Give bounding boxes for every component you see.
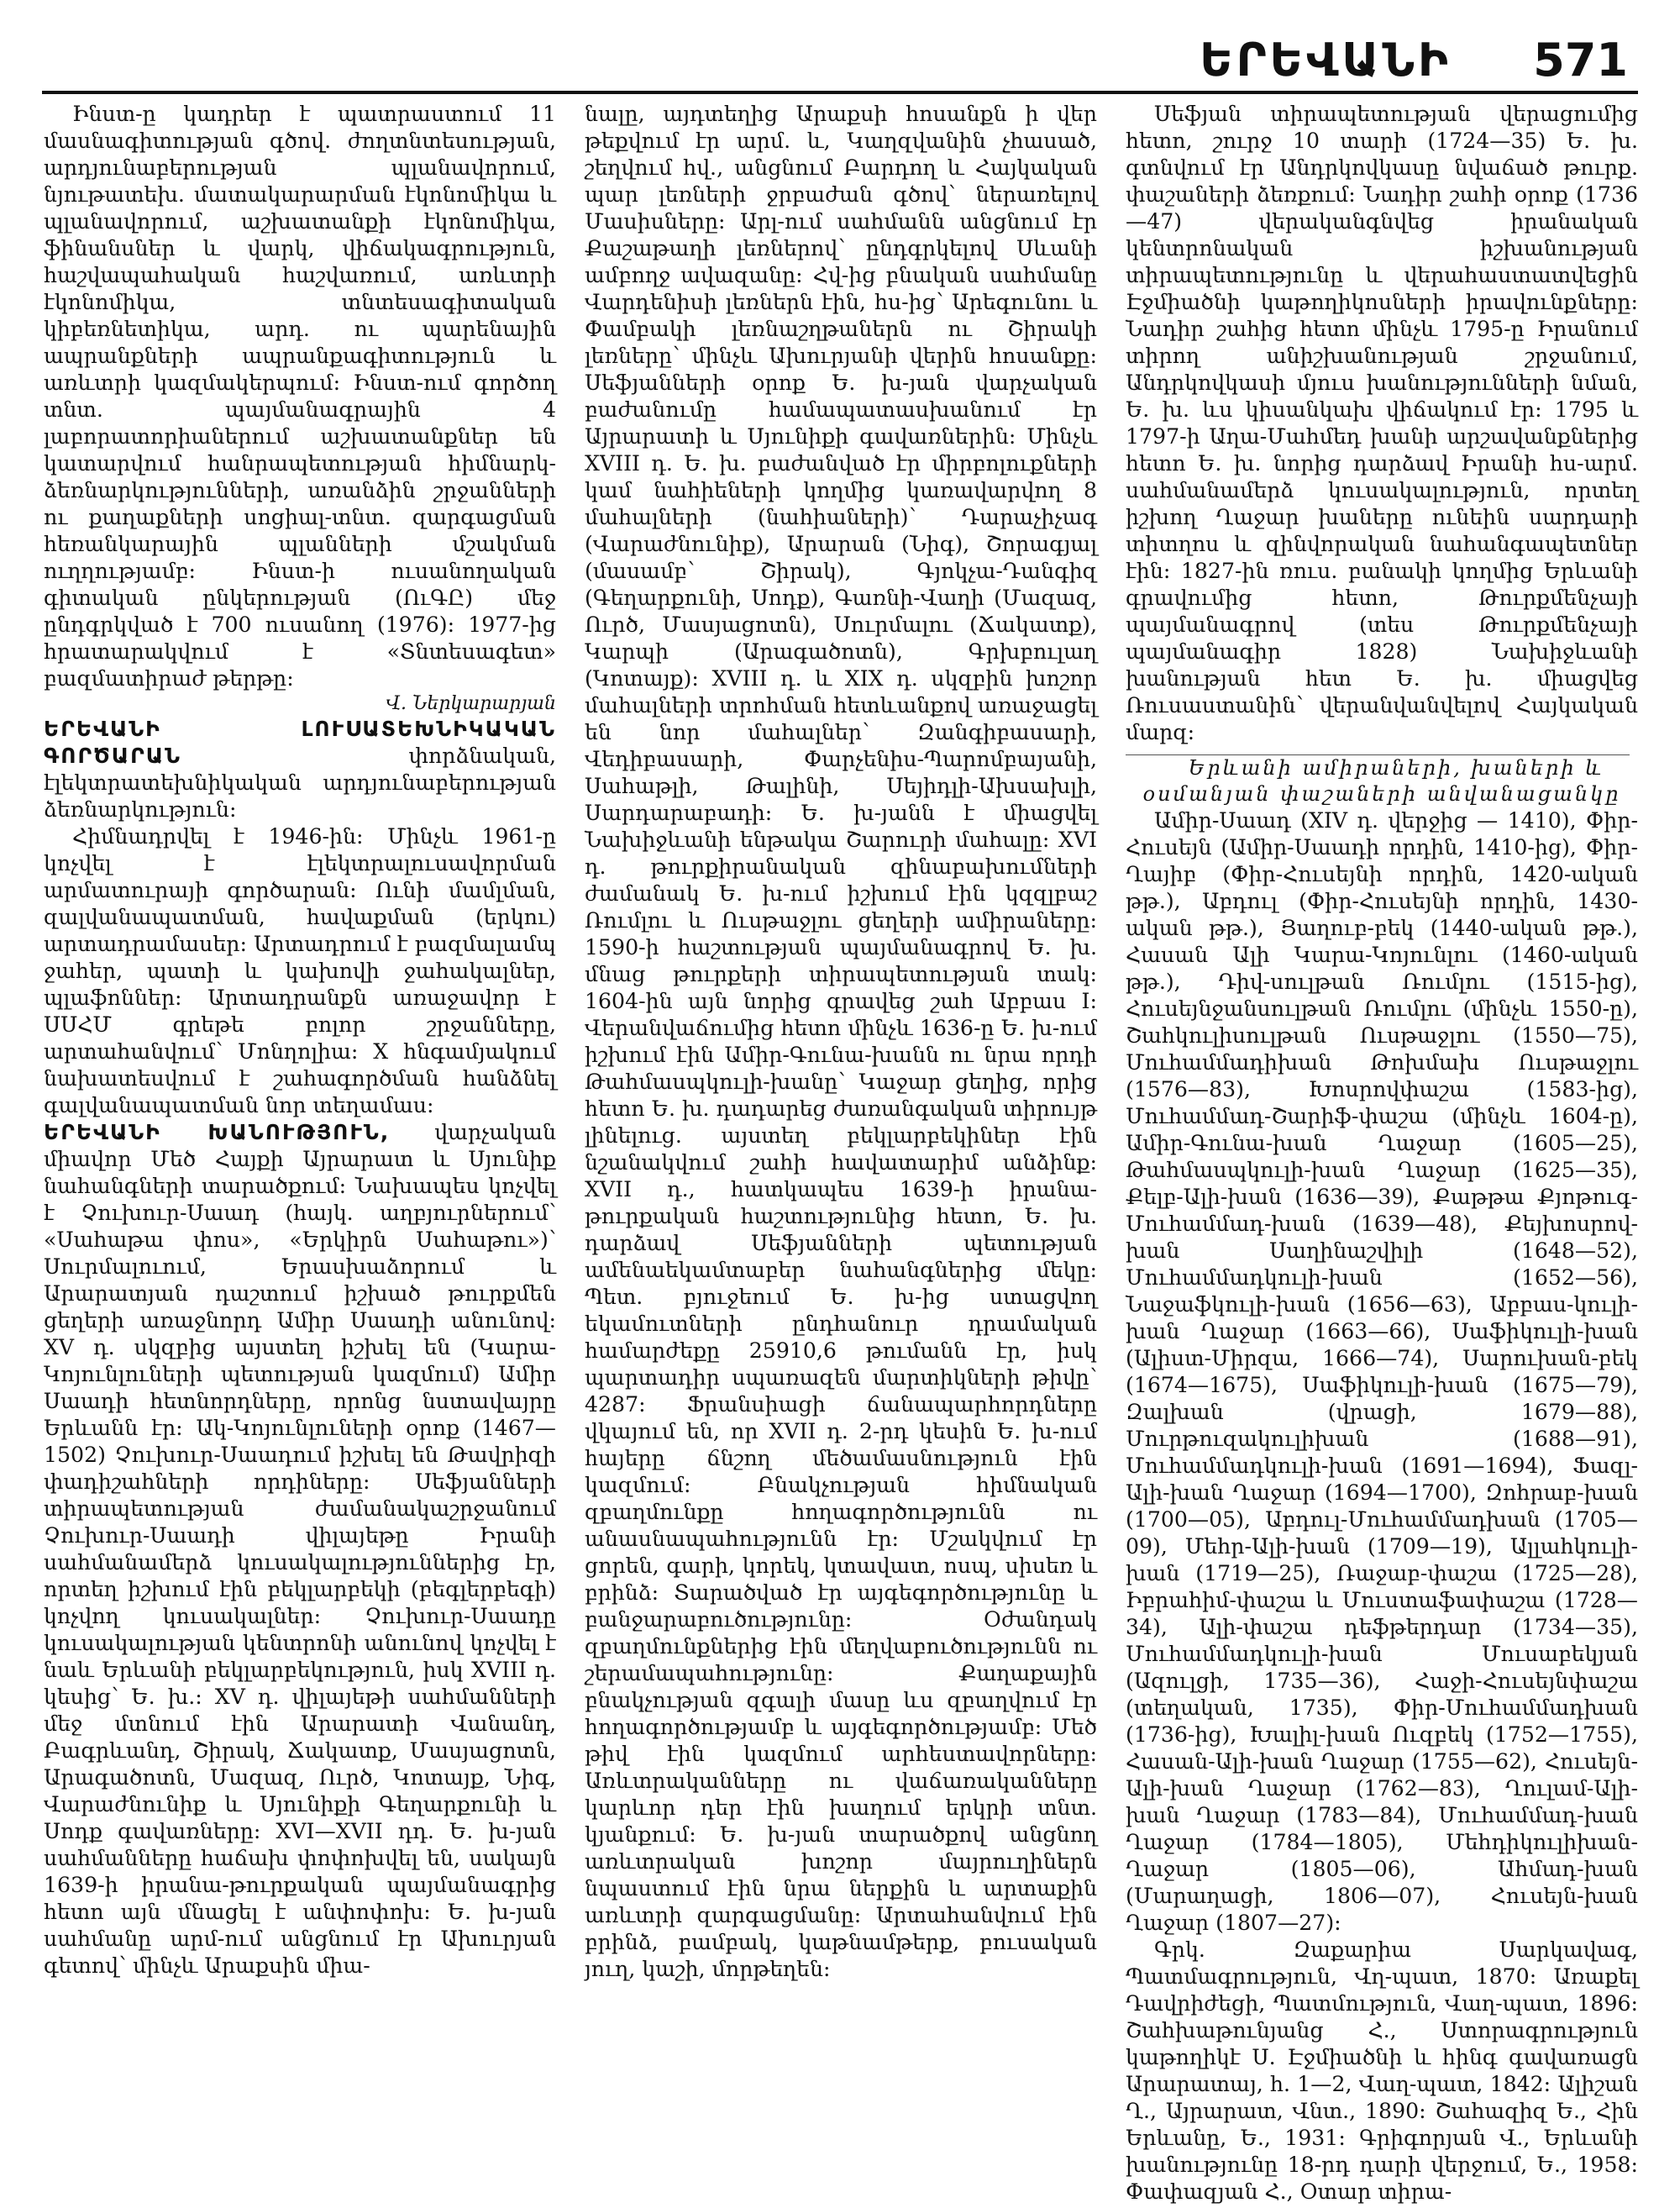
paragraph: Սեֆյան տիրապետության վերացումից հետո, շուրջ 10 տարի (1724—35) Ե. խ. գտնվում էր Անդրկովկասը նվաճած թուրք. փաշաների ձեռքում: Նադիր շահի օրոք (1736—47) վերականգնվեց իրանական կենտրոնական իշխանության տիրապետությունը և վերահաստատվեցին Էջմիածնի կաթողիկոսների իրավունքները: Նադիր շահից հետո մինչև 1795-ը Իրանում տիրող անիշխանության շրջանում, Անդրկովկասի մյուս խանությունների նման, Ե. խ. ևս կիսանկախ վիճակում էր: 1795 և 1797-ի Աղա-Մահմեդ խանի արշավանքներից հետո Ե. խ. նորից դարձավ Իրանի հս-արմ. սահմանամերձ կուսակալություն, որտեղ իշխող Ղաջար խաները ունեին սարդարի տիտղոս և զինվորական նահանգապետներ էին: 1827-ին ռուս. բանակի կողմից Երևանի գրավումից հետո, Թուրքմենչայի պայմանագրով (տես Թուրքմենչայի պայմանագիր 1828) Նախիջևանի խանության հետ Ե. խ. միացվեց Ռուսաստանին՝ վերանվանվելով Հայկական մարզ:: [1126, 102, 1638, 744]
entry: [44, 716, 556, 823]
rulers-list: Ամիր-Սաադ (XIV դ. վերջից — 1410), Փիր-Հուսեյն (Ամիր-Սաադի որդին, 1410-ից), Փիր-Ղայիբ (Փիր-Հուսեյնի որդին, 1420-ական թթ.), Աբդուլ (Փիր-Հուսեյնի որդին, 1430-ական թթ.), Յաղուբ-բեկ (1440-ական թթ.), Հասան Ալի Կարա-Կոյունլու (1460-ական թթ.), Դիվ-սուլթան Ռումլու (1515-ից), Հուսեյնջանսուլթան Ռումլու (մինչև 1550-ը), Շահկուլիսուլթան Ուսթաջլու (1550—75), Մուհամմադիխան Թոխմախ Ուսթաջլու (1576—83), Խոսրովփաշա (1583-ից), Մուհամմադ-Շարիֆ-փաշա (մինչև 1604-ը), Ամիր-Գունա-խան Ղաջար (1605—25), Թահմասպկուլի-խան Ղաջար (1625—35), Քելբ-Ալի-խան (1636—39), Քաթթա Քյոթուգ-Մուհամմադ-խան (1639—48), Քեյխոսրով-խան Սաղինաշվիլի (1648—52), Մուհամմադկուլի-խան (1652—56), Նաջաֆկուլի-խան (1656—63), Աբբաս-կուլի-խան Ղաջար (1663—66), Սաֆիկուլի-խան (Ալիստ-Միրզա, 1666—74), Սարուխան-բեկ (1674—1675), Սաֆիկուլի-խան (1675—79), Զալխան (վրացի, 1679—88), Մուրթուզակուլիխան (1688—91), Մուհամմադկուլի-խան (1691—1694), Ֆազլ-Ալի-խան Ղաջար (1694—1700), Զոհրաբ-խան (1700—05), Աբդուլ-Մուհամմադխան (1705—09), Մեհր-Ալի-խան (1709—19), Ալլահկուլի-խան (1719—25), Ռաջաբ-փաշա (1725—28), Իբրահիմ-փաշա և Մուստաֆափաշա (1728—34), Ալի-փաշա դեֆթերդար (1734—35), Մուհամմադկուլի-խան Մուսաբեկյան (Ազուլցի, 1735—36), Հաջի-Հուսեյնփաշա (տեղական, 1735), Փիր-Մուհամմադխան (1736-ից), Խալիլ-խան Ուզբեկ (1752—1755), Հասան-Ալի-խան Ղաջար (1755—62), Հուսեյն-Ալի-խան Ղաջար (1762—83), Ղուլամ-Ալի-խան Ղաջար (1783—84), Մուհամմադ-խան Ղաջար (1784—1805), Մեհդիկուլիխան-Ղաջար (1805—06), Ահմադ-խան (Մարաղացի, 1806—07), Հուսեյն-խան Ղաջար (1807—27):: [1126, 808, 1638, 1935]
page-number: 571: [1533, 34, 1628, 87]
bibliography: Գրկ. Զաքարիա Սարկավագ, Պատմագրություն, Վղ-պատ, 1870: Առաքել Դավրիժեցի, Պատմություն, Վաղ-պատ, 1896: Շահխաթունյանց Հ., Ստորագրություն կաթողիկէ Ս. Էջմիածնի և հինգ գավառացն Արարատայ, հ. 1—2, Վաղ-պատ, 1842: Ալիշան Ղ., Այրարատ, Վնտ., 1890: Շահազիզ Ե., Հին Երևանը, Ե., 1931: Գրիգորյան Վ., Երևանի խանությունը 18-րդ դարի վերջում, Ե., 1958: Փափազյան Հ., Օտար տիրա-: [1126, 1937, 1638, 2204]
header-rule: [42, 91, 1638, 94]
entry-text: փորձնական, էլեկտրատեխնիկական արդյունաբերության ձեռնարկություն:: [44, 744, 556, 822]
text-columns: [44, 101, 1640, 2204]
entry-text: վարչական միավոր Մեծ Հայքի Այրարատ և Սյունիք նահանգների տարածքում: Նախապես կոչվել է Չուխուր-Սաադ (հայկ. աղբյուրներում՝ «Սահաթա փոս», «Երկիրն Սահաթու»)՝ Սուրմալուում, Երասխաձորում և Արարատյան դաշտում իշխած թուրքմեն ցեղերի առաջնորդ Ամիր Սաադի անունով: XV դ. սկզբից այստեղ իշխել են (Կարա-Կոյունլուների պետության կազմում) Ամիր Սաադի հետնորդները, որոնց նստավայրը Երևանն էր: Ակ-Կոյունլուների օրոք (1467—1502) Չուխուր-Սաադում իշխել են Թավրիզի փադիշահների որդիները: Սեֆյանների տիրապետության ժամանակաշրջանում Չուխուր-Սաադի վիլայեթը Իրանի սահմանամերձ կուսակալություններից էր, որտեղ իշխում էին բեկլարբեկի (բեգլերբեգի) կոչվող կուսակալներ: Չուխուր-Սաադը կուսակալության կենտրոնի անունով կոչվել է նաև Երևանի բեկլարբեկություն, իսկ XVIII դ. կեսից՝ Ե. խ.: XV դ. վիլայեթի սահմանների մեջ մտնում էին Արարատի Վանանդ, Բագրևանդ, Շիրակ, Ճակատք, Մասյացոտն, Արագածոտն, Մազազ, Ուրծ, Կոտայք, Նիգ, Վարաժնունիք և Սյունիքի Գեղարքունի և Սոդք գավառները: XVI—XVII դդ. Ե. խ-յան սահմանները հաճախ փոփոխվել են, սակայն 1639-ի իրանա-թուրքական պայմանագրից հետո այն մնացել է անփոփոխ: Ե. խ-յան սահմանը արմ-ում անցնում էր Ախուրյան գետով՝ մինչև Արաքսին միա-: [44, 1120, 556, 1978]
author-signature: Վ. Ներկարարյան: [386, 693, 556, 714]
paragraph: Ինստ-ը կադրեր է պատրաստում 11 մասնագիտության գծով. ժողտնտեսության, արդյունաբերության պլանավորում, նյութատեխ. մատակարարման էկոնոմիկա և պլանավորում, աշխատանքի էկոնոմիկա, ֆինանսներ և վարկ, վիճակագրություն, հաշվապահական հաշվառում, առևտրի էկոնոմիկա, տնտեսագիտական կիբեռնետիկա, արդ. ու պարենային ապրանքների ապրանքագիտություն և առևտրի կազմակերպում: Ինստ-ում գործող տնտ. պայմանագրային 4 լաբորատորիաներում աշխատանքներ են կատարվում հանրապետության հիմնարկ-ձեռնարկությունների, առանձին շրջանների ու քաղաքների սոցիալ-տնտ. զարգացման հեռանկարային պլանների մշակման ուղղությամբ: Ինստ-ի ուսանողական գիտական ընկերության (ՈւԳԸ) մեջ ընդգրկված է 700 ուսանող (1976): 1977-ից հրատարակվում է «Տնտեսագետ» բազմատիրաժ թերթը:: [44, 102, 556, 691]
list-heading: Երևանի ամիրաների, խաների և օսմանյան փաշաների անվանացանկը: [1142, 756, 1621, 806]
entry-heading: ԵՐԵՎԱՆԻ ԼՈՒՍԱՏԵԽՆԻԿԱԿԱՆ ԳՈՐԾԱՐԱՆ: [44, 717, 556, 768]
running-title: ԵՐԵՎԱՆԻ: [1200, 34, 1452, 87]
paragraph: Հիմնադրվել է 1946-ին: Մինչև 1961-ը կոչվել է էլեկտրալուսավորման արմատուրայի գործարան: Ունի մամլման, զալվանապատման, հավաքման (երկու) արտադրամասեր: Արտադրում է բազմալամպ ջահեր, պատի և կախովի ջահակալներ, պլաֆոններ: Արտադրանքն առաջավոր է ՍՍՀՄ գրեթե բոլոր շրջանները, արտահանվում՝ Մոնղոլիա: X հնգամյակում նախատեսվում է շահագործման հանձնել գալվանապատման նոր տեղամաս:: [44, 824, 556, 1117]
entry-heading: ԵՐԵՎԱՆԻ ԽԱՆՈՒԹՅՈՒՆ,: [44, 1120, 391, 1144]
column-3: [1126, 101, 1638, 2204]
column-2: [585, 101, 1097, 2184]
entry: [44, 1119, 556, 1979]
paragraph: նալը, այդտեղից Արաքսի հոսանքն ի վեր թեքվում էր արմ. և, Կաղզվանին չհասած, շեղվում հվ., անցնում Բարդող և Հայկական պար լեռների ջրբաժան գծով՝ ներառելով Մասիսները: Արլ-ում սահմանն անցնում էր Քաշաթաղի լեռներով՝ ընդգրկելով Սևանի ամբողջ ավազանը: Հվ-ից բնական սահմանը Վարդենիսի լեռներն էին, հս-ից՝ Արեգունու և Փամբակի լեռնաշղթաներն ու Շիրակի լեռները՝ մինչև Ախուրյանի վերին հոսանքը: Սեֆյանների օրոք Ե. խ-յան վարչական բաժանումը համապատասխանում էր Այրարատի և Սյունիքի գավառներին: Մինչև XVIII դ. Ե. խ. բաժանված էր միրբոլուքների կամ նահիեների կողմից կառավարվող 8 մահալների (նահիաների)՝ Դարաչիչագ (Վարաժնունիք), Արարան (Նիգ), Շորագյալ (մասամբ՝ Շիրակ), Գյոկչա-Դանգիզ (Գեղարքունի, Սոդք), Գառնի-Վաղի (Մազազ, Ուրծ, Մասյացոտն), Սուրմալու (Ճակատք), Կարպի (Արագածոտն), Գրխբուլաղ (Կոտայք): XVIII դ. և XIX դ. սկզբին խոշոր մահալների տրոհման հետևանքով առաջացել են նոր մահալներ՝ Զանգիբասարի, Վեդիբասարի, Փարչենիս-Պարոմբայանի, Սահաթլի, Թալինի, Սեյիդլի-Ախսախլի, Սարդարաբադի: Ե. խ-յանն է միացվել Նախիջևանի ենթակա Շարուրի մահալը: XVI դ. թուրքիրանական զինաբախումների ժամանակ Ե. խ-ում իշխում էին կզզլբաշ Ռումլու և Ուսթաջլու ցեղերի ամիրաները: 1590-ի հաշտության պայմանագրով Ե. խ. մնաց թուրքերի տիրապետության տակ: 1604-ին այն նորից գրավեց շահ Աբբաս I: Վերանվաճումից հետո մինչև 1636-ը Ե. խ-ում իշխում էին Ամիր-Գունա-խանն ու նրա որդի Թահմասպկուլի-խանը՝ Կաջար ցեղից, որից հետո Ե. խ. դադարեց ժառանգական տիրույթ լինելուց. այստեղ բեկլարբեկիներ էին նշանակվում շահի հավատարիմ անձինք: XVII դ., հատկապես 1639-ի իրանա-թուրքական հաշտությունից հետո, Ե. խ. դարձավ Սեֆյանների պետության ամենաեկամտաբեր նահանգներից մեկը: Պետ. բյուջեում Ե. խ-ից ստացվող եկամուտների ընդհանուր դրամական համարժեքը 25910,6 թումանն էր, իսկ պարտադիր սպառազեն մարտիկների թիվը՝ 4287: Ֆրանսիացի ճանապարհորդները վկայում են, որ XVII դ. 2-րդ կեսին Ե. խ-ում հայերը ճնշող մեծամասնություն էին կազմում: Բնակչության հիմնական զբաղմունքը հողագործությունն ու անասնապահությունն էր: Մշակվում էր ցորեն, գարի, կորեկ, կտավատ, ոսպ, սիսեռ և բրինձ: Տարածված էր այգեգործությունը և բանջարաբուծությունը: Օժանդակ զբաղմունքներից էին մեղվաբուծությունն ու շերամապահությունը: Քաղաքային բնակչության զգալի մասը ևս զբաղվում էր հողագործությամբ և այգեգործությամբ: Մեծ թիվ էին կազմում արհեստավորները: Առևտրականները ու վաճառականները կարևոր դեր էին խաղում երկրի տնտ. կյանքում: Ե. խ-յան տարածքով անցնող առևտրական խոշոր մայրուղիներն նպաստում էին նրա ներքին և արտաքին առևտրի զարգացմանը: Արտահանվում էին բրինձ, բամբակ, կաթնամթերք, բուսական յուղ, կաշի, մորթեղեն:: [585, 102, 1097, 1981]
page-header: [0, 34, 1636, 87]
column-1: [44, 101, 556, 2184]
